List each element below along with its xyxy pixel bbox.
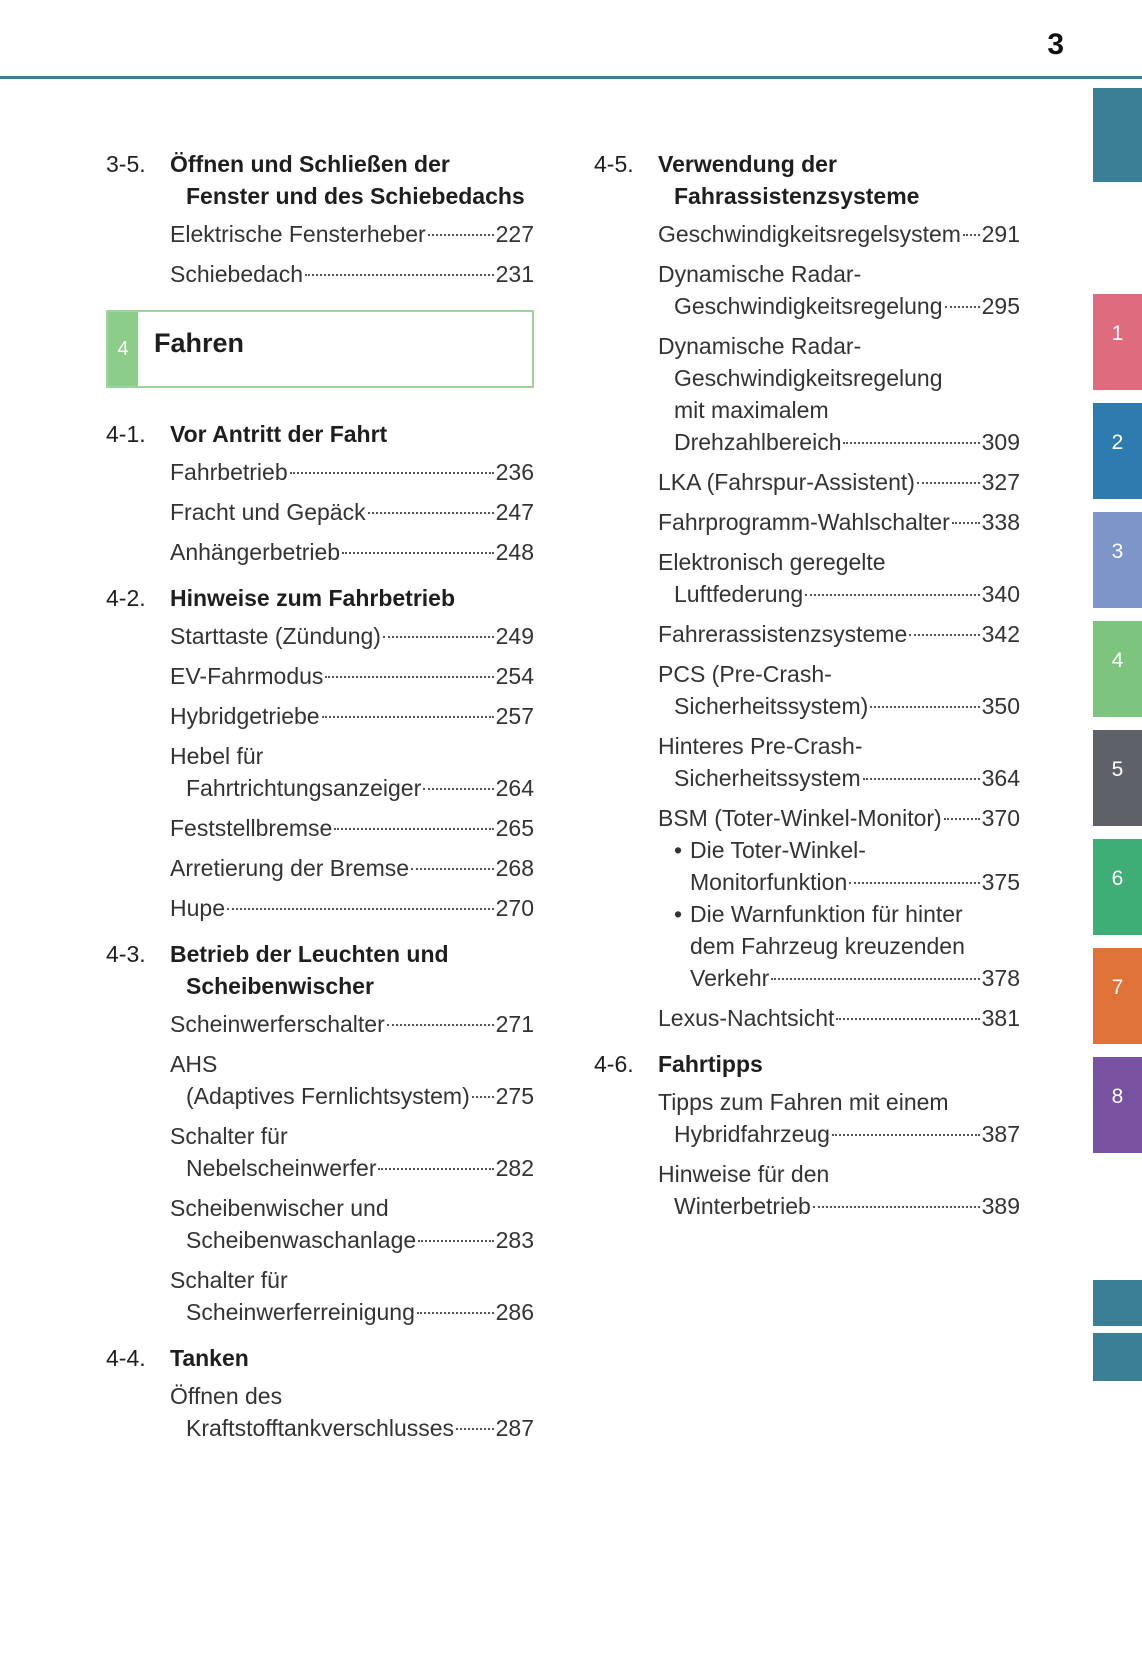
- entry-text: Hupe: [170, 895, 225, 921]
- entry-text: Die Warnfunktion für hinter: [690, 901, 963, 927]
- leader-dots: [813, 1206, 980, 1208]
- section-number: 4-2.: [106, 585, 146, 611]
- leader-dots: [456, 1428, 494, 1430]
- section-heading-4-1[interactable]: [106, 418, 534, 450]
- section-number: 4-3.: [106, 941, 146, 967]
- toc-entry-fahrprogramm[interactable]: [658, 506, 1020, 538]
- page-ref: 338: [981, 509, 1020, 535]
- section-title-line: Fahrtipps: [658, 1051, 763, 1077]
- section-number: 4-1.: [106, 421, 146, 447]
- leader-dots: [368, 512, 494, 514]
- toc-entry-hupe[interactable]: [170, 892, 534, 924]
- toc-entry-scheinwerferreinigung[interactable]: [170, 1264, 534, 1328]
- section-number: 4-5.: [594, 151, 634, 177]
- toc-subentry-toter-winkel[interactable]: [674, 834, 1020, 898]
- section-title-line: Verwendung der: [658, 151, 837, 177]
- entry-text: Öffnen des: [170, 1383, 283, 1409]
- leader-dots: [472, 1096, 494, 1098]
- entry-text: Fahrbetrieb: [170, 459, 288, 485]
- leader-dots: [843, 442, 979, 444]
- toc-column-left: [106, 148, 534, 1452]
- leader-dots: [945, 306, 980, 308]
- page-ref: 387: [981, 1121, 1020, 1147]
- page-ref: 350: [981, 693, 1020, 719]
- entry-text: Hybridfahrzeug: [674, 1121, 830, 1147]
- header-rule: [0, 76, 1142, 79]
- thumb-tab-8[interactable]: 8: [1093, 1057, 1142, 1153]
- entry-text: Starttaste (Zündung): [170, 623, 381, 649]
- leader-dots: [944, 818, 980, 820]
- bullet-icon: •: [674, 837, 683, 863]
- leader-dots: [870, 706, 979, 708]
- page-ref: 271: [495, 1011, 534, 1037]
- section-heading-4-4[interactable]: [106, 1342, 534, 1374]
- section-title-line: Scheibenwischer: [186, 973, 374, 999]
- page-ref: 264: [495, 775, 534, 801]
- page-number: 3: [1047, 28, 1064, 61]
- leader-dots: [378, 1168, 493, 1170]
- page-ref: 342: [981, 621, 1020, 647]
- toc-entry-hybridgetriebe[interactable]: [170, 700, 534, 732]
- leader-dots: [322, 716, 494, 718]
- toc-column-right: [594, 148, 1020, 1230]
- entry-text: Scheinwerferschalter: [170, 1011, 385, 1037]
- page-ref: 370: [981, 805, 1020, 831]
- toc-entry-winterbetrieb[interactable]: [658, 1158, 1020, 1222]
- page-ref: 247: [495, 499, 534, 525]
- entry-text: Kraftstofftankverschlusses: [186, 1415, 455, 1441]
- entry-text: Dynamische Radar-: [658, 261, 862, 287]
- section-number: 4-6.: [594, 1051, 634, 1077]
- page-ref: 231: [495, 261, 534, 287]
- entry-text: Dynamische Radar-: [658, 333, 862, 359]
- thumb-tab-4[interactable]: 4: [1093, 621, 1142, 717]
- entry-text: Schiebedach: [170, 261, 303, 287]
- leader-dots: [423, 788, 493, 790]
- toc-entry-luftfederung[interactable]: [658, 546, 1020, 610]
- page-ref: 236: [495, 459, 534, 485]
- entry-text: Geschwindigkeitsregelsystem: [658, 221, 961, 247]
- toc-entry-radar-regelung[interactable]: [658, 258, 1020, 322]
- entry-text: BSM (Toter-Winkel-Monitor): [658, 805, 942, 831]
- toc-entry-fahrbetrieb[interactable]: [170, 456, 534, 488]
- page-ref: 389: [981, 1193, 1020, 1219]
- page-ref: 254: [495, 663, 534, 689]
- page-ref: 340: [981, 581, 1020, 607]
- thumb-tab-blank-top[interactable]: [1093, 88, 1142, 182]
- page-ref: 291: [981, 221, 1020, 247]
- leader-dots: [290, 472, 494, 474]
- thumb-tab-7[interactable]: 7: [1093, 948, 1142, 1044]
- entry-text: AHS: [170, 1051, 218, 1077]
- page-ref: 309: [981, 429, 1020, 455]
- leader-dots: [383, 636, 494, 638]
- entry-text: Verkehr: [690, 965, 770, 991]
- section-title-line: Fahrassistenzsysteme: [674, 183, 920, 209]
- entry-text: Sicherheitssystem: [674, 765, 861, 791]
- entry-text: Scheibenwaschanlage: [186, 1227, 417, 1253]
- toc-entry-scheibenwischer[interactable]: [170, 1192, 534, 1256]
- page-ref: 378: [981, 965, 1020, 991]
- leader-dots: [909, 634, 979, 636]
- entry-text: Fahrprogramm-Wahlschalter: [658, 509, 950, 535]
- leader-dots: [387, 1024, 494, 1026]
- leader-dots: [771, 978, 979, 980]
- entry-text: Tipps zum Fahren mit einem: [658, 1089, 949, 1115]
- page-ref: 282: [495, 1155, 534, 1181]
- page-ref: 257: [495, 703, 534, 729]
- page-ref: 295: [981, 293, 1020, 319]
- section-number: 4-4.: [106, 1345, 146, 1371]
- entry-text: Winterbetrieb: [674, 1193, 811, 1219]
- page-ref: 265: [495, 815, 534, 841]
- entry-text: Die Toter-Winkel-: [690, 837, 866, 863]
- entry-text: Arretierung der Bremse: [170, 855, 410, 881]
- thumb-tab-6[interactable]: 6: [1093, 839, 1142, 935]
- entry-text: Hebel für: [170, 743, 264, 769]
- section-title-line: Hinweise zum Fahrbetrieb: [170, 585, 456, 611]
- toc-entry-anhaenger[interactable]: [170, 536, 534, 568]
- entry-text: mit maximalem: [674, 397, 829, 423]
- toc-entry-ahs[interactable]: [170, 1048, 534, 1112]
- section-heading-3-5[interactable]: [106, 148, 534, 212]
- entry-text: Monitorfunktion: [690, 869, 848, 895]
- page-ref: 381: [981, 1005, 1020, 1031]
- entry-text: Fahrerassistenzsysteme: [658, 621, 908, 647]
- thumb-tab-3[interactable]: 3: [1093, 512, 1142, 608]
- section-title-line: Betrieb der Leuchten und: [170, 941, 449, 967]
- leader-dots: [342, 552, 494, 554]
- entry-text: Geschwindigkeitsregelung: [674, 293, 943, 319]
- entry-text: EV-Fahrmodus: [170, 663, 324, 689]
- leader-dots: [428, 234, 494, 236]
- chapter-header[interactable]: [106, 310, 534, 388]
- leader-dots: [849, 882, 979, 884]
- bullet-icon: •: [674, 901, 683, 927]
- entry-text: Anhängerbetrieb: [170, 539, 341, 565]
- entry-text: Schalter für: [170, 1123, 288, 1149]
- thumb-tab-5[interactable]: 5: [1093, 730, 1142, 826]
- leader-dots: [805, 594, 979, 596]
- leader-dots: [836, 1018, 979, 1020]
- leader-dots: [325, 676, 493, 678]
- toc-entry-ev-fahrmodus[interactable]: [170, 660, 534, 692]
- entry-text: Fahrtrichtungsanzeiger: [186, 775, 422, 801]
- leader-dots: [417, 1312, 494, 1314]
- section-title-line: Tanken: [170, 1345, 249, 1371]
- toc-entry-fahrerassistenzsysteme[interactable]: [658, 618, 1020, 650]
- section-heading-4-6[interactable]: [594, 1048, 1020, 1080]
- section-title-line: Vor Antritt der Fahrt: [170, 421, 388, 447]
- toc-entry-pcs[interactable]: [658, 658, 1020, 722]
- entry-text: Scheibenwischer und: [170, 1195, 389, 1221]
- page-ref: 275: [495, 1083, 534, 1109]
- thumb-tab-2[interactable]: 2: [1093, 403, 1142, 499]
- thumb-tab-blank-bottom[interactable]: [1093, 1333, 1142, 1381]
- page-ref: 249: [495, 623, 534, 649]
- entry-text: dem Fahrzeug kreuzenden: [690, 933, 965, 959]
- page-ref: 268: [495, 855, 534, 881]
- entry-text: Luftfederung: [674, 581, 804, 607]
- entry-text: PCS (Pre-Crash-: [658, 661, 832, 687]
- toc-entry-schiebedach[interactable]: [170, 258, 534, 290]
- entry-text: Schalter für: [170, 1267, 288, 1293]
- entry-text: Hinweise für den: [658, 1161, 830, 1187]
- entry-text: Drehzahlbereich: [674, 429, 842, 455]
- toc-entry-fensterheber[interactable]: [170, 218, 534, 250]
- entry-text: Fracht und Gepäck: [170, 499, 366, 525]
- entry-text: (Adaptives Fernlichtsystem): [186, 1083, 470, 1109]
- leader-dots: [334, 828, 493, 830]
- section-title-line: Fenster und des Schiebedachs: [186, 183, 525, 209]
- toc-entry-hebel[interactable]: [170, 740, 534, 804]
- toc-entry-starttaste[interactable]: [170, 620, 534, 652]
- section-heading-4-2[interactable]: [106, 582, 534, 614]
- toc-entry-hinteres-pcs[interactable]: [658, 730, 1020, 794]
- toc-entry-nachtsicht[interactable]: [658, 1002, 1020, 1034]
- leader-dots: [418, 1240, 493, 1242]
- toc-entry-geschwindigkeitsregelsystem[interactable]: [658, 218, 1020, 250]
- section-title-line: Öffnen und Schließen der: [170, 151, 450, 177]
- section-heading-4-5[interactable]: [594, 148, 1020, 212]
- entry-text: Nebelscheinwerfer: [186, 1155, 377, 1181]
- toc-entry-nebelscheinwerfer[interactable]: [170, 1120, 534, 1184]
- leader-dots: [832, 1134, 980, 1136]
- entry-text: LKA (Fahrspur-Assistent): [658, 469, 915, 495]
- toc-entry-radar-regelung-drehzahl[interactable]: [658, 330, 1020, 458]
- toc-entry-scheinwerferschalter[interactable]: [170, 1008, 534, 1040]
- page-ref: 227: [495, 221, 534, 247]
- toc-entry-tankverschluss[interactable]: [170, 1380, 534, 1444]
- toc-entry-arretierung[interactable]: [170, 852, 534, 884]
- leader-dots: [411, 868, 494, 870]
- toc-entry-hybridfahrzeug[interactable]: [658, 1086, 1020, 1150]
- leader-dots: [863, 778, 980, 780]
- page-ref: 270: [495, 895, 534, 921]
- thumb-tab-blank-lower[interactable]: [1093, 1280, 1142, 1326]
- page-ref: 364: [981, 765, 1020, 791]
- entry-text: Elektrische Fensterheber: [170, 221, 426, 247]
- leader-dots: [963, 234, 980, 236]
- toc-entry-feststellbremse[interactable]: [170, 812, 534, 844]
- toc-entry-bsm[interactable]: [658, 802, 1020, 994]
- chapter-number: 4: [108, 312, 138, 386]
- leader-dots: [952, 522, 980, 524]
- page-ref: 375: [981, 869, 1020, 895]
- section-number: 3-5.: [106, 151, 146, 177]
- leader-dots: [917, 482, 980, 484]
- page-ref: 283: [495, 1227, 534, 1253]
- toc-entry-fracht[interactable]: [170, 496, 534, 528]
- toc-subentry-querverkehr[interactable]: [674, 898, 1020, 994]
- entry-text: Hybridgetriebe: [170, 703, 320, 729]
- leader-dots: [305, 274, 494, 276]
- section-heading-4-3[interactable]: [106, 938, 534, 1002]
- chapter-title: Fahren: [154, 328, 245, 358]
- page-ref: 327: [981, 469, 1020, 495]
- entry-text: Feststellbremse: [170, 815, 333, 841]
- entry-text: Geschwindigkeitsregelung: [674, 365, 943, 391]
- leader-dots: [227, 908, 494, 910]
- toc-entry-lka[interactable]: [658, 466, 1020, 498]
- page-ref: 286: [495, 1299, 534, 1325]
- entry-text: Scheinwerferreinigung: [186, 1299, 415, 1325]
- page-ref: 287: [495, 1415, 534, 1441]
- entry-text: Elektronisch geregelte: [658, 549, 886, 575]
- entry-text: Sicherheitssystem): [674, 693, 869, 719]
- entry-text: Lexus-Nachtsicht: [658, 1005, 835, 1031]
- page-ref: 248: [495, 539, 534, 565]
- entry-text: Hinteres Pre-Crash-: [658, 733, 863, 759]
- thumb-tab-1[interactable]: 1: [1093, 294, 1142, 390]
